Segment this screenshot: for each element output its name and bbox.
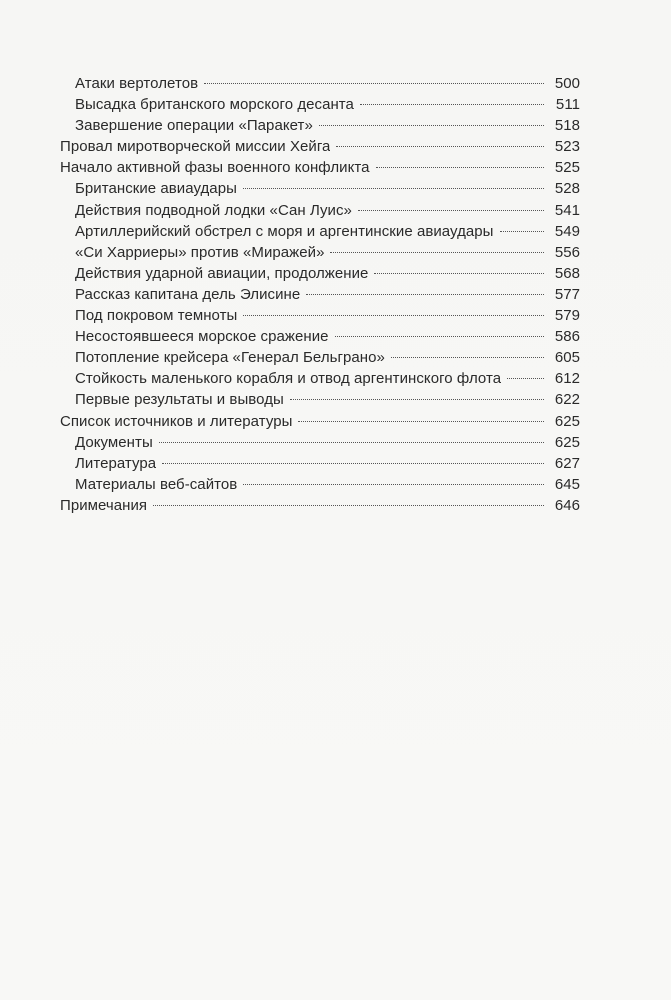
toc-dot-leader bbox=[330, 252, 544, 253]
toc-dot-leader bbox=[391, 357, 544, 358]
toc-dot-leader bbox=[298, 421, 544, 422]
toc-entry-title: Под покровом темноты bbox=[75, 307, 238, 325]
toc-dot-leader bbox=[204, 83, 544, 84]
toc-entry-page: 549 bbox=[554, 222, 580, 240]
toc-dot-leader bbox=[500, 231, 545, 232]
toc-entry-page: 612 bbox=[554, 370, 580, 388]
toc-dot-leader bbox=[243, 315, 544, 316]
toc-entry-title: Стойкость маленького корабля и отвод аргентинского флота bbox=[75, 370, 502, 388]
toc-entry-page: 568 bbox=[554, 264, 580, 282]
toc-entry-title: Литература bbox=[75, 454, 157, 472]
toc-entry-title: Провал миротворческой миссии Хейга bbox=[60, 138, 331, 156]
toc-dot-leader bbox=[243, 484, 544, 485]
toc-entry-title: Потопление крейсера «Генерал Бельграно» bbox=[75, 349, 385, 367]
toc-entry-page: 645 bbox=[554, 475, 580, 493]
toc-dot-leader bbox=[507, 378, 544, 379]
toc-entry bbox=[60, 495, 580, 516]
toc-dot-leader bbox=[159, 442, 544, 443]
toc-entry bbox=[60, 347, 580, 368]
toc-entry-title: Действия ударной авиации, продолжение bbox=[75, 264, 369, 282]
toc-dot-leader bbox=[153, 505, 544, 506]
toc-entry bbox=[60, 242, 580, 263]
toc-dot-leader bbox=[162, 463, 544, 464]
toc-dot-leader bbox=[374, 273, 544, 274]
toc-entry-page: 622 bbox=[554, 391, 580, 409]
toc-entry bbox=[60, 73, 580, 94]
toc-dot-leader bbox=[290, 399, 544, 400]
toc-entry-page: 528 bbox=[554, 180, 580, 198]
toc-entry bbox=[60, 284, 580, 305]
toc-entry-page: 525 bbox=[554, 159, 580, 177]
toc-entry bbox=[60, 305, 580, 326]
toc-dot-leader bbox=[306, 294, 544, 295]
table-of-contents bbox=[60, 73, 580, 516]
toc-entry-page: 625 bbox=[554, 412, 580, 430]
toc-entry bbox=[60, 326, 580, 347]
toc-dot-leader bbox=[336, 146, 544, 147]
toc-entry-page: 577 bbox=[554, 285, 580, 303]
toc-entry bbox=[60, 474, 580, 495]
toc-entry bbox=[60, 221, 580, 242]
toc-entry-page: 556 bbox=[554, 243, 580, 261]
toc-entry bbox=[60, 94, 580, 115]
toc-entry-page: 511 bbox=[555, 96, 580, 114]
toc-dot-leader bbox=[335, 336, 544, 337]
toc-entry-page: 625 bbox=[554, 433, 580, 451]
toc-entry-title: Британские авиаудары bbox=[75, 180, 237, 198]
toc-entry bbox=[60, 263, 580, 284]
toc-dot-leader bbox=[319, 125, 544, 126]
toc-dot-leader bbox=[376, 167, 544, 168]
toc-entry-title: Список источников и литературы bbox=[60, 412, 293, 430]
toc-dot-leader bbox=[358, 210, 544, 211]
toc-entry bbox=[60, 136, 580, 157]
toc-entry bbox=[60, 368, 580, 389]
toc-entry-title: Рассказ капитана дель Элисине bbox=[75, 285, 301, 303]
toc-entry bbox=[60, 200, 580, 221]
toc-entry-page: 523 bbox=[554, 138, 580, 156]
toc-entry-title: Документы bbox=[75, 433, 153, 451]
toc-entry-title: Начало активной фазы военного конфликта bbox=[60, 159, 370, 177]
toc-entry-title: Высадка британского морского десанта bbox=[75, 96, 354, 114]
toc-entry-title: Первые результаты и выводы bbox=[75, 391, 284, 409]
toc-entry-page: 500 bbox=[554, 75, 580, 92]
toc-entry-page: 646 bbox=[554, 496, 580, 514]
toc-entry-page: 541 bbox=[554, 201, 580, 219]
toc-entry-page: 605 bbox=[554, 349, 580, 367]
toc-entry bbox=[60, 432, 580, 453]
toc-entry bbox=[60, 178, 580, 199]
toc-entry bbox=[60, 453, 580, 474]
toc-entry-page: 586 bbox=[554, 328, 580, 346]
toc-entry-title: Материалы веб-сайтов bbox=[75, 475, 238, 493]
toc-entry-title: Завершение операции «Паракет» bbox=[75, 117, 313, 135]
toc-dot-leader bbox=[243, 188, 544, 189]
toc-entry-title: «Си Харриеры» против «Миражей» bbox=[75, 243, 325, 261]
toc-entry-title: Примечания bbox=[60, 496, 148, 514]
toc-entry-page: 579 bbox=[554, 307, 580, 325]
toc-entry bbox=[60, 389, 580, 410]
toc-entry bbox=[60, 411, 580, 432]
toc-entry bbox=[60, 157, 580, 178]
toc-entry-page: 518 bbox=[554, 117, 580, 135]
toc-dot-leader bbox=[360, 104, 544, 105]
toc-entry-page: 627 bbox=[554, 454, 580, 472]
toc-entry bbox=[60, 115, 580, 136]
toc-entry-title: Атаки вертолетов bbox=[75, 75, 199, 92]
toc-entry-title: Действия подводной лодки «Сан Луис» bbox=[75, 201, 352, 219]
toc-entry-title: Артиллерийский обстрел с моря и аргентинские авиаудары bbox=[75, 222, 494, 240]
toc-entry-title: Несостоявшееся морское сражение bbox=[75, 328, 329, 346]
